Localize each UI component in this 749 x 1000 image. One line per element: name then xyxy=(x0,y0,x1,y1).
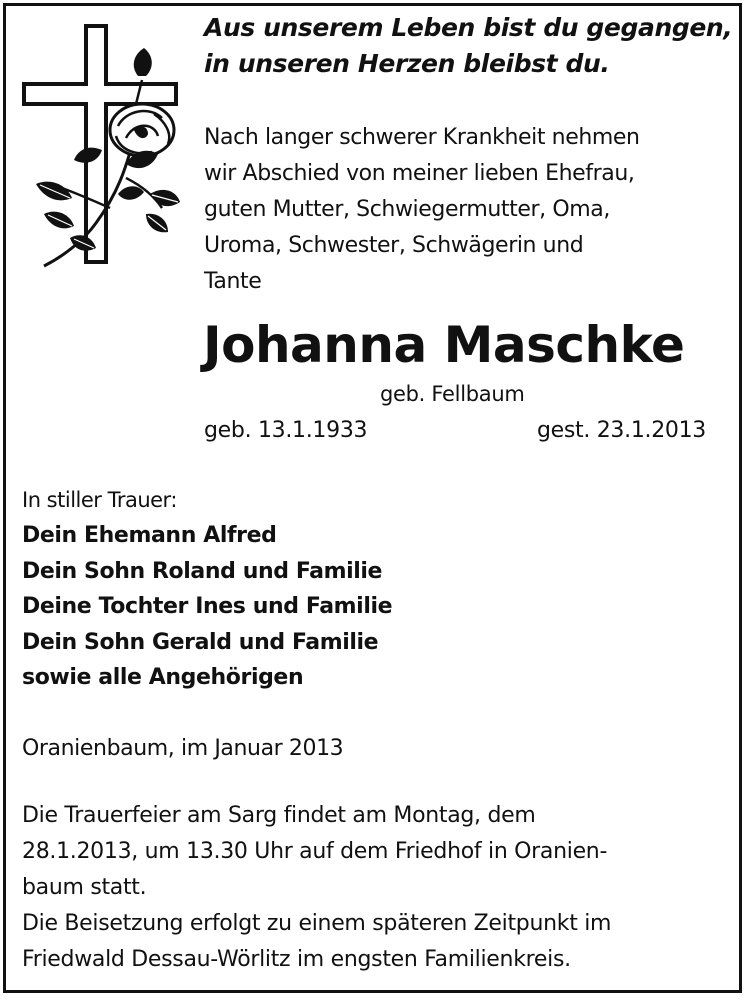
mourner-name: Dein Sohn Gerald und Familie xyxy=(22,629,379,655)
mourner-name: Deine Tochter Ines und Familie xyxy=(22,594,393,619)
intro-line: wir Abschied von meiner lieben Ehefrau, xyxy=(204,161,635,186)
ceremony-line: baum statt. xyxy=(22,875,147,900)
mourner-name: Dein Ehemann Alfred xyxy=(22,523,277,548)
intro-line: Uroma, Schwester, Schwägerin und xyxy=(204,233,584,258)
intro-text xyxy=(204,120,640,300)
ceremony-line: Die Beisetzung erfolgt zu einem späteren Zeitpunkt im xyxy=(22,911,612,936)
intro-line: Tante xyxy=(204,269,262,294)
ceremony-line: Friedwald Dessau-Wörlitz im engsten Familienkreis. xyxy=(22,947,571,972)
motto xyxy=(204,10,732,82)
motto-line: Aus unserem Leben bist du gegangen, xyxy=(204,13,733,42)
motto-line: in unseren Herzen bleibst du. xyxy=(204,49,610,78)
ceremony-info xyxy=(22,798,611,978)
mourner-name: Dein Sohn Roland und Familie xyxy=(22,558,383,584)
ceremony-line: 28.1.2013, um 13.30 Uhr auf dem Friedhof in Oranien- xyxy=(22,839,608,864)
intro-line: guten Mutter, Schwiegermutter, Oma, xyxy=(204,197,610,222)
cross-with-rose-icon xyxy=(22,18,192,268)
mourners-label: In stiller Trauer: xyxy=(22,488,177,512)
intro-line: Nach langer schwerer Krankheit nehmen xyxy=(204,125,640,150)
mourner-name: sowie alle Angehörigen xyxy=(22,665,304,690)
birth-date: geb. 13.1.1933 xyxy=(204,418,368,443)
maiden-name: geb. Fellbaum xyxy=(380,382,525,406)
place-and-date: Oranienbaum, im Januar 2013 xyxy=(22,736,344,761)
death-date: gest. 23.1.2013 xyxy=(536,418,706,443)
mourners-list xyxy=(22,518,392,696)
deceased-name: Johanna Maschke xyxy=(203,316,685,374)
ceremony-line: Die Trauerfeier am Sarg findet am Montag, dem xyxy=(22,803,536,828)
